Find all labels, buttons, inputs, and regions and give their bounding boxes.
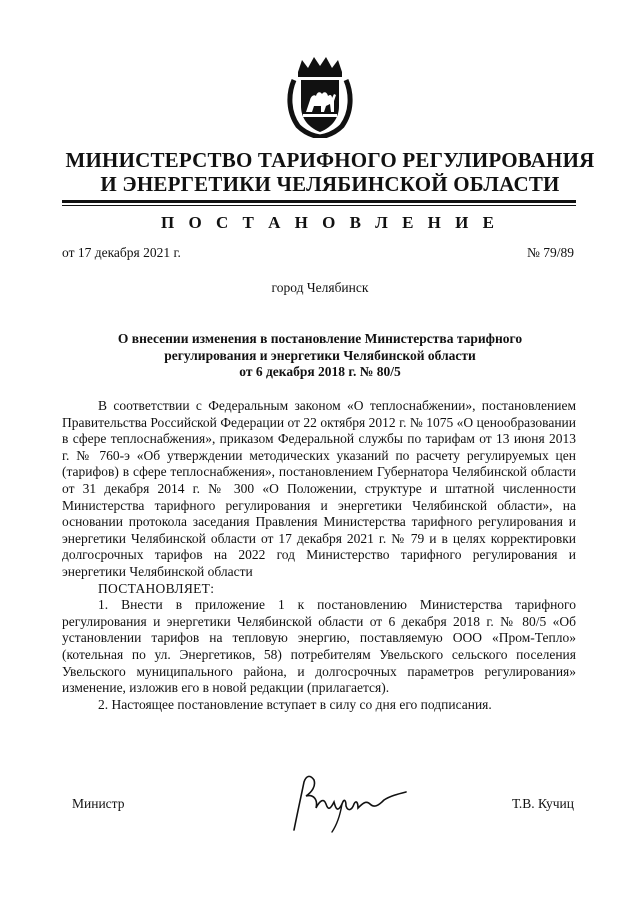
subject-line2: регулирования и энергетики Челябинской области: [164, 347, 476, 363]
decree-number: № 79/89: [526, 245, 574, 260]
preamble-paragraph: В соответствии с Федеральным законом «О теплоснабжении», постановлением Правительства Российской Федерации от 22 октября 2012 г. № 1075 «О ценообразовании в сфере теплоснабжения», приказом Федеральной службы по тарифам от 13 июня 2013 г. № 760-э «Об утверждении методических указаний по расчету регулируемых цен (тарифов) в сфере теплоснабжения», постановлением Губернатора Челябинской области от 31 декабря 2014 г. № 300 «О Положении, структуре и штатной численности Министерства тарифного регулирования и энергетики Челябинской области», на основании протокола заседания Правления Министерства тарифного регулирования и энергетики Челябинской области от 17 декабря 2021 г. № 79 и в целях корректировки долгосрочных тарифов на 2022 год Министерство тарифного регулирования и энергетики Челябинской области: [62, 398, 576, 579]
ministry-name-line2: И ЭНЕРГЕТИКИ ЧЕЛЯБИНСКОЙ ОБЛАСТИ: [100, 172, 560, 196]
decree-date: от 17 декабря 2021 г.: [62, 245, 181, 260]
signatory-title: Министр: [72, 796, 125, 811]
decree-subject: [90, 331, 550, 381]
decree-type-heading: П О С Т А Н О В Л Е Н И Е: [161, 213, 499, 232]
ministry-name-line1: МИНИСТЕРСТВО ТАРИФНОГО РЕГУЛИРОВАНИЯ: [65, 148, 595, 172]
decree-body: [62, 398, 576, 713]
handwritten-signature: [280, 770, 430, 840]
item-1-paragraph: 1. Внести в приложение 1 к постановлению Министерства тарифного регулирования и энергетики Челябинской области от 6 декабря 2018 г. № 80/5 «Об установлении тарифов на тепловую энергию, поставляемую ООО «Пром-Тепло» (котельная по ул. Энергетиков, 58) потребителям Увельского сельского поселения Увельского муниципального района, и долгосрочных параметров регулирования» изменение, изложив его в новой редакции (прилагается).: [62, 597, 576, 696]
header-rule-thin: [62, 205, 576, 206]
decree-city: город Челябинск: [271, 280, 369, 295]
subject-line1: О внесении изменения в постановление Министерства тарифного: [117, 331, 523, 346]
subject-line3: от 6 декабря 2018 г. № 80/5: [239, 364, 401, 379]
chelyabinsk-coat-of-arms-icon: [284, 54, 356, 138]
header-rule-thick: [62, 200, 576, 203]
item-2-paragraph: 2. Настоящее постановление вступает в силу со дня его подписания.: [98, 696, 492, 712]
signatory-name: Т.В. Кучиц: [511, 796, 574, 811]
resolves-heading: ПОСТАНОВЛЯЕТ:: [98, 580, 215, 596]
